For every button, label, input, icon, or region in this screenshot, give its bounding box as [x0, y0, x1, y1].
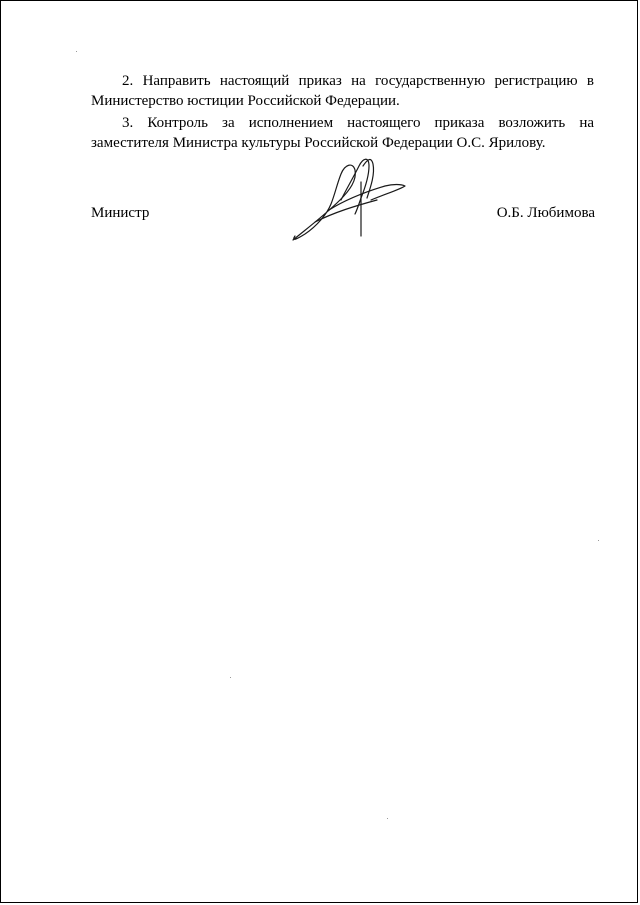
scan-speck — [598, 540, 599, 541]
paragraph-2 — [91, 71, 594, 111]
paragraph-text: Направить настоящий приказ на государственную регистрацию в Министерство юстиции Российской Федерации. — [91, 73, 595, 109]
paragraph-number: 3. — [122, 115, 134, 131]
signatory-name: О.Б. Любимова — [496, 205, 595, 221]
paragraph-text: Контроль за исполнением настоящего приказа возложить на заместителя Министра культуры Российской Федерации О.С. Ярилову. — [91, 115, 595, 151]
scan-speck — [230, 677, 231, 678]
paragraph-number: 2. — [122, 73, 134, 89]
scan-speck — [387, 818, 388, 819]
paragraph-3 — [91, 113, 594, 153]
signatory-position: Министр — [91, 205, 150, 221]
scan-speck — [76, 51, 77, 52]
handwritten-signature — [285, 150, 415, 250]
